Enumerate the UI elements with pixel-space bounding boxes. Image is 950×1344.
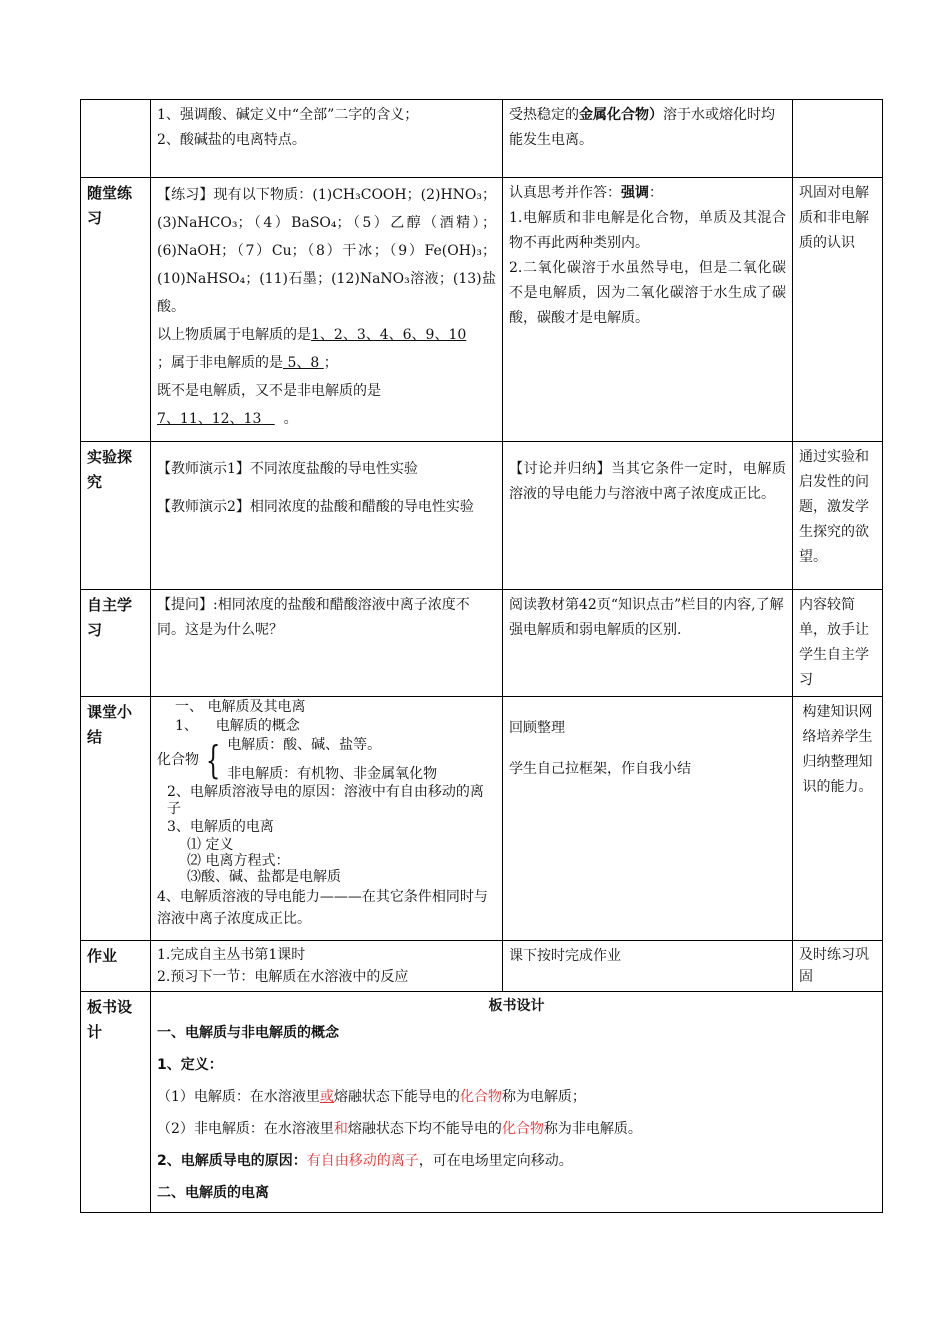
compound-label: 化合物 xyxy=(157,751,199,768)
student-cell-summary xyxy=(503,697,793,941)
q3-answer: 7、11、12、13 xyxy=(157,411,262,427)
student-cell-practice xyxy=(503,178,793,442)
review-2: 学生自己拉框架，作自我小结 xyxy=(509,761,691,777)
teacher-cell-practice xyxy=(151,178,503,442)
branch-list xyxy=(227,736,437,784)
q2-end: ； xyxy=(323,355,338,371)
d2-post: 称为非电解质。 xyxy=(543,1121,642,1137)
student-point-2: 2.二氧化碳溶于水虽然导电，但是二氧化碳不是电解质，因为二氧化碳溶于水生成了碳酸，碳酸才是电解质。 xyxy=(509,260,786,326)
label-experiment: 实验探究 xyxy=(81,442,151,590)
note-cell-empty xyxy=(793,100,883,178)
teacher-cell-homework xyxy=(151,941,503,992)
exercise-q1 xyxy=(157,321,496,349)
board-cell xyxy=(151,992,883,1213)
d2-mid: 熔融状态下均不能导电的 xyxy=(347,1121,502,1137)
note-selfstudy: 内容较简单，放手让学生自主学习 xyxy=(793,590,883,697)
point-1: 1、强调酸、碱定义中“全部”二字的含义； xyxy=(157,107,419,123)
lesson-plan-table xyxy=(80,99,883,1213)
emphasis-label: 强调 xyxy=(621,185,649,201)
brace-icon: { xyxy=(205,738,221,782)
row-summary xyxy=(81,697,883,941)
student-cell-continuation xyxy=(503,100,793,178)
board-heading-1: 一、电解质与非电解质的概念 xyxy=(157,1025,339,1041)
note-summary: 构建知识网络培养学生归纳整理知识的能力。 xyxy=(793,697,883,941)
text-bold: 金属化合物） xyxy=(579,107,663,123)
label-cell-empty xyxy=(81,100,151,178)
exercise-q3-answer xyxy=(157,405,496,433)
instruction-text: 认真思考并作答： xyxy=(509,185,621,201)
teacher-cell-summary xyxy=(151,697,503,941)
teacher-cell-experiment xyxy=(151,442,503,590)
h3-red: 有自由移动的离子 xyxy=(306,1153,419,1169)
label-practice: 随堂练习 xyxy=(81,178,151,442)
board-definition-2 xyxy=(157,1113,876,1145)
note-practice: 巩固对电解质和非电解质的认识 xyxy=(793,178,883,442)
selfstudy-question: 【提问】:相同浓度的盐酸和醋酸溶液中离子浓度不同。这是为什么呢？ xyxy=(157,597,470,638)
student-point-1: 1.电解质和非电解是化合物，单质及其混合物不再此两种类别内。 xyxy=(509,210,786,251)
q2-answer: 5、8 xyxy=(287,355,320,371)
h3-label: 2、电解质导电的原因： xyxy=(157,1153,307,1169)
student-instruction xyxy=(509,181,786,206)
label-homework: 作业 xyxy=(81,941,151,992)
homework-item-1: 1.完成自主丛书第1课时 xyxy=(157,947,306,963)
summary-line-3: 2、电解质溶液导电的原因：溶液中有自由移动的离子 xyxy=(167,784,484,817)
board-heading-3 xyxy=(157,1145,876,1177)
d2-compound: 化合物 xyxy=(501,1121,544,1137)
row-continuation xyxy=(81,100,883,178)
exercise-intro: 【练习】现有以下物质：(1)CH₃COOH；(2)HNO₃；(3)NaHCO₃；（4）BaSO₄；（5）乙醇（酒精）；(6)NaOH；（7）Cu；（8）干冰；（9）Fe(OH)₃；(10)NaHSO₄；(11)石墨；(12)NaNO₃溶液；(13)盐酸。 xyxy=(157,187,496,315)
summary-line-7: ⑶酸、碱、盐都是电解质 xyxy=(187,869,341,885)
h3-post: ，可在电场里定向移动。 xyxy=(418,1153,573,1169)
label-selfstudy: 自主学习 xyxy=(81,590,151,697)
d2-and: 和 xyxy=(333,1121,348,1137)
summary-line-4: 3、电解质的电离 xyxy=(167,819,274,835)
branch-nonelectrolyte: 非电解质：有机物、非金属氧化物 xyxy=(227,766,438,782)
d1-pre: （1）电解质：在水溶液里 xyxy=(157,1089,320,1105)
text-post: 溶于水或熔化时均能发生电离。 xyxy=(509,107,775,148)
homework-item-2: 2.预习下一节：电解质在水溶液中的反应 xyxy=(157,969,409,985)
board-definition-1 xyxy=(157,1081,876,1113)
summary-line-8: 4、电解质溶液的导电能力———在其它条件相同时与溶液中离子浓度成正比。 xyxy=(157,889,488,927)
row-experiment xyxy=(81,442,883,590)
demo-1: 【教师演示1】不同浓度盐酸的导电性实验 xyxy=(157,461,418,477)
exercise-q2 xyxy=(157,349,496,377)
d2-pre: （2）非电解质：在水溶液里 xyxy=(157,1121,334,1137)
note-homework: 及时练习巩固 xyxy=(793,941,883,992)
row-practice xyxy=(81,178,883,442)
discussion: 【讨论并归纳】当其它条件一定时，电解质溶液的导电能力与溶液中离子浓度成正比。 xyxy=(509,461,786,502)
label-summary: 课堂小结 xyxy=(81,697,151,941)
colon: ： xyxy=(649,185,663,201)
summary-line-2: 1、 电解质的概念 xyxy=(175,718,300,734)
selfstudy-task: 阅读教材第42页“知识点击”栏目的内容,了解强电解质和弱电解质的区别. xyxy=(509,597,784,638)
q3-end: 。 xyxy=(283,411,298,427)
q1-text: 以上物质属于电解质的是 xyxy=(157,327,311,343)
q2-text: ；属于非电解质的是 xyxy=(157,355,283,371)
board-heading-4: 二、电解质的电离 xyxy=(157,1185,269,1201)
exercise-q3: 既不是电解质，又不是非电解质的是 xyxy=(157,383,381,399)
q1-answer: 1、2、3、4、6、9、10 xyxy=(311,327,467,343)
summary-line-5: ⑴ 定义 xyxy=(187,837,234,853)
compound-classification xyxy=(157,736,496,784)
point-2: 2、酸碱盐的电离特点。 xyxy=(157,132,306,148)
note-experiment: 通过实验和启发性的问题，激发学生探究的欲望。 xyxy=(793,442,883,590)
board-heading-2: 1、定义： xyxy=(157,1057,223,1073)
summary-line-1: 一、 电解质及其电离 xyxy=(175,699,306,715)
row-selfstudy xyxy=(81,590,883,697)
label-board: 板书设计 xyxy=(81,992,151,1213)
student-cell-experiment xyxy=(503,442,793,590)
demo-2: 【教师演示2】相同浓度的盐酸和醋酸的导电性实验 xyxy=(157,499,474,515)
teacher-cell-selfstudy xyxy=(151,590,503,697)
board-title: 板书设计 xyxy=(488,998,545,1014)
d1-mid: 熔融状态下能导电的 xyxy=(333,1089,460,1105)
student-cell-homework: 课下按时完成作业 xyxy=(503,941,793,992)
d1-or: 或 xyxy=(319,1089,334,1105)
row-board xyxy=(81,992,883,1213)
text-pre: 受热稳定的 xyxy=(509,107,579,123)
d1-compound: 化合物 xyxy=(459,1089,502,1105)
d1-post: 称为电解质； xyxy=(501,1089,586,1105)
branch-electrolyte: 电解质：酸、碱、盐等。 xyxy=(227,737,382,753)
teacher-cell-continuation xyxy=(151,100,503,178)
student-cell-selfstudy xyxy=(503,590,793,697)
row-homework xyxy=(81,941,883,992)
summary-line-6: ⑵ 电离方程式： xyxy=(187,853,290,869)
review-1: 回顾整理 xyxy=(509,720,565,736)
